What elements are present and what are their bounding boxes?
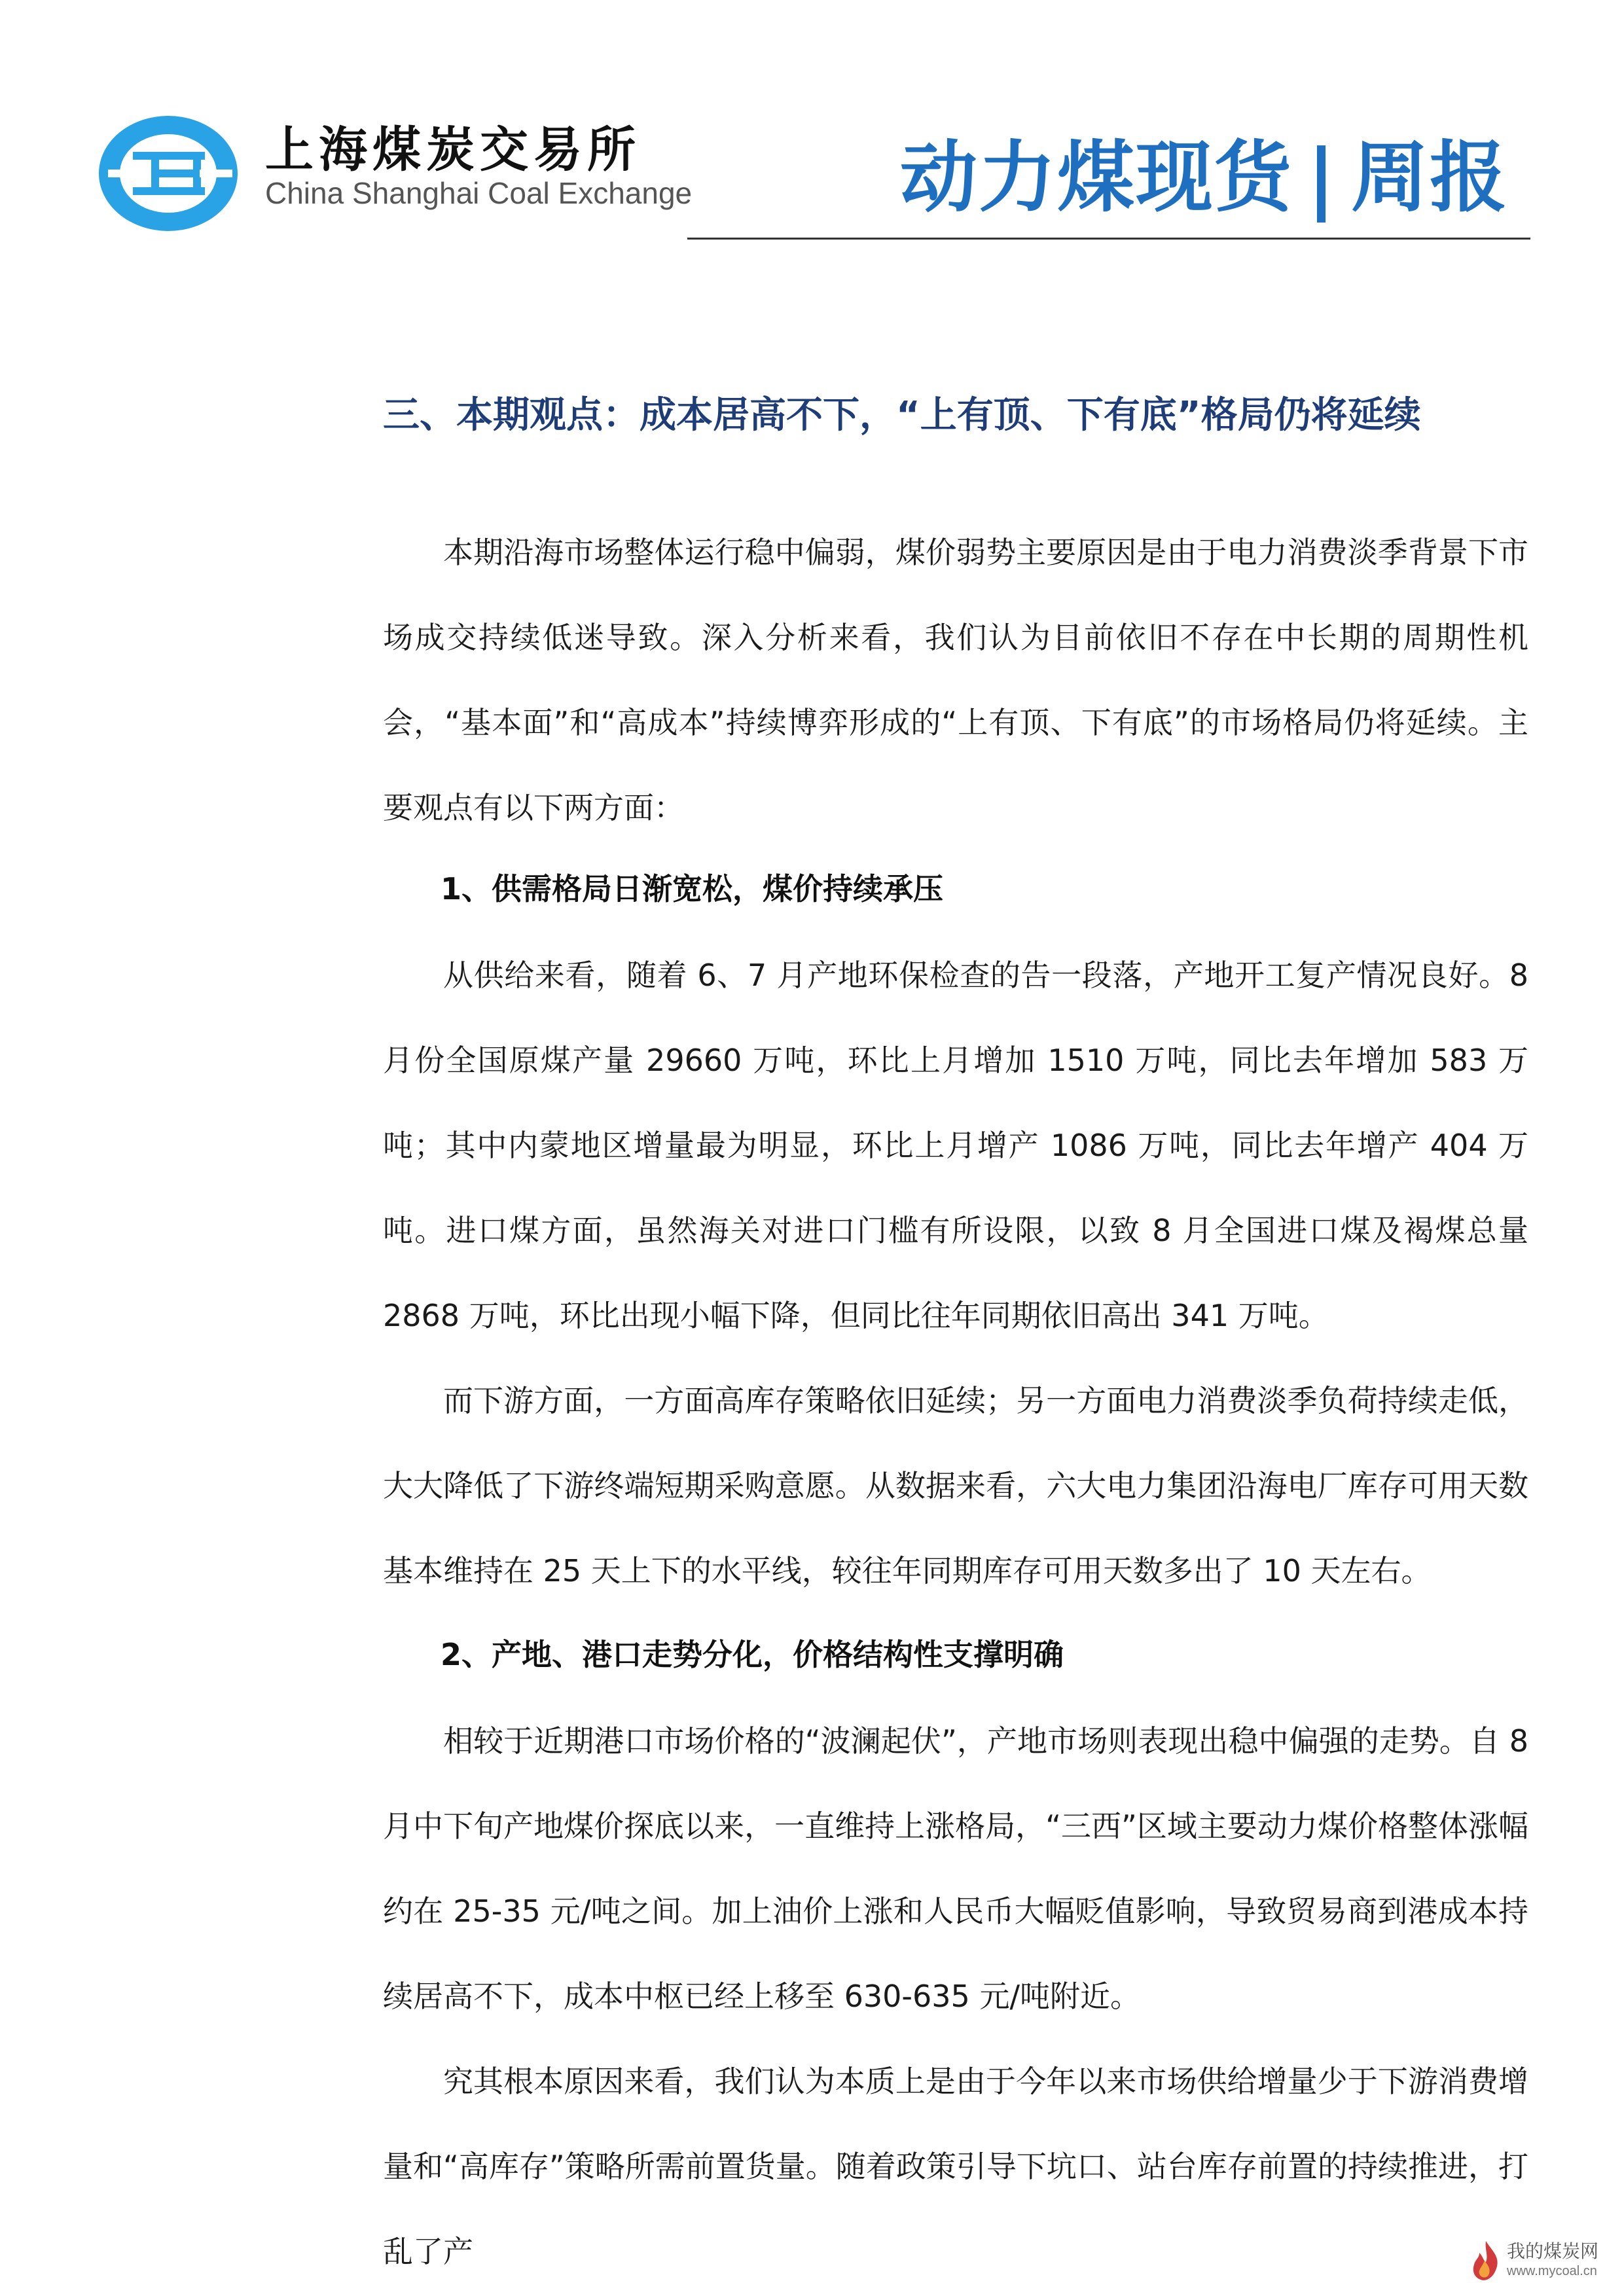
exchange-name-cn: 上海煤炭交易所 bbox=[265, 122, 641, 178]
report-title bbox=[900, 132, 1509, 223]
subheading-price-structure: 2、产地、港口走势分化，价格结构性支撑明确 bbox=[441, 1637, 1064, 1672]
watermark-cn: 我的煤炭网 bbox=[1507, 2240, 1599, 2262]
header-divider bbox=[687, 238, 1530, 240]
exchange-logo-icon bbox=[95, 111, 242, 236]
report-title-left: 动力煤现货 bbox=[900, 132, 1293, 223]
supply-paragraph: 从供给来看，随着 6、7 月产地环保检查的告一段落，产地开工复产情况良好。8 月份全国原煤产量 29660 万吨，环比上月增加 1510 万吨，同比去年增加 583 万吨；其中内蒙地区增量最为明显，环比上月增产 1086 万吨，同比去年增产 404 万吨。进口煤方面，虽然海关对进口门槛有所设限，以致 8 月全国进口煤及褐煤总量 2868 万吨，环比出现小幅下降，但同比往年同期依旧高出 341 万吨。 bbox=[383, 958, 1528, 1333]
report-title-right: 周报 bbox=[1351, 132, 1509, 223]
watermark-en: www.mycoal.cn bbox=[1507, 2264, 1597, 2278]
intro-paragraph: 本期沿海市场整体运行稳中偏弱，煤价弱势主要原因是由于电力消费淡季背景下市场成交持续低迷导致。深入分析来看，我们认为目前依旧不存在中长期的周期性机会，“基本面”和“高成本”持续博弈形成的“上有顶、下有底”的市场格局仍将延续。主要观点有以下两方面： bbox=[383, 535, 1528, 825]
root-cause-paragraph: 究其根本原因来看，我们认为本质上是由于今年以来市场供给增量少于下游消费增量和“高库存”策略所需前置货量。随着政策引导下坑口、站台库存前置的持续推进，打乱了产 bbox=[383, 2064, 1528, 2269]
downstream-paragraph: 而下游方面，一方面高库存策略依旧延续；另一方面电力消费淡季负荷持续走低，大大降低了下游终端短期采购意愿。从数据来看，六大电力集团沿海电厂库存可用天数基本维持在 25 天上下的水平线，较往年同期库存可用天数多出了 10 天左右。 bbox=[383, 1383, 1528, 1588]
price-paragraph: 相较于近期港口市场价格的“波澜起伏”，产地市场则表现出稳中偏强的走势。自 8 月中下旬产地煤价探底以来，一直维持上涨格局，“三西”区域主要动力煤价格整体涨幅约在 25-35 元/吨之间。加上油价上涨和人民币大幅贬值影响，导致贸易商到港成本持续居高不下，成本中枢已经上移至 630-635 元/吨附近。 bbox=[383, 1723, 1528, 2014]
exchange-name-en: China Shanghai Coal Exchange bbox=[265, 176, 693, 210]
flame-icon bbox=[1466, 2238, 1506, 2284]
site-watermark bbox=[1466, 2238, 1610, 2284]
subheading-supply-demand: 1、供需格局日渐宽松，煤价持续承压 bbox=[441, 871, 944, 906]
report-title-separator: | bbox=[1307, 132, 1337, 223]
section-heading: 三、本期观点：成本居高不下，“上有顶、下有底”格局仍将延续 bbox=[383, 394, 1421, 437]
